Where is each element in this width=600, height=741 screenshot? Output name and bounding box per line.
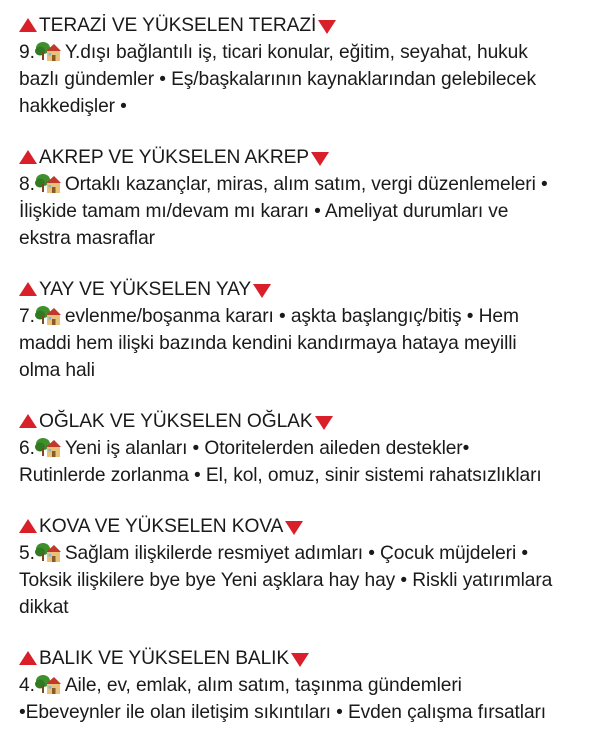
red-triangle-down-icon	[253, 284, 271, 298]
body-line	[19, 435, 582, 462]
house-number: 4.	[19, 675, 35, 696]
heading-text: TERAZİ VE YÜKSELEN TERAZİ	[39, 15, 317, 36]
body-text: evlenme/boşanma kararı • aşkta başlangıç/bitiş • Hem	[64, 306, 519, 327]
section	[19, 12, 582, 120]
red-triangle-up-icon	[19, 282, 37, 296]
body-line	[19, 66, 582, 93]
section	[19, 513, 582, 621]
body-text: bazlı gündemler • Eş/başkalarının kaynaklarından gelebilecek	[19, 69, 536, 90]
body-line	[19, 357, 582, 384]
house-number: 7.	[19, 306, 35, 327]
red-triangle-down-icon	[318, 20, 336, 34]
section-heading	[19, 144, 582, 171]
body-line	[19, 567, 582, 594]
house-with-garden-icon	[35, 40, 61, 62]
red-triangle-up-icon	[19, 651, 37, 665]
red-triangle-up-icon	[19, 519, 37, 533]
heading-text: AKREP VE YÜKSELEN AKREP	[39, 147, 310, 168]
body-text: İlişkide tamam mı/devam mı kararı • Ameliyat durumları ve	[19, 201, 509, 222]
red-triangle-down-icon	[291, 653, 309, 667]
body-text: Sağlam ilişkilerde resmiyet adımları • Çocuk müjdeleri •	[64, 543, 528, 564]
section-heading	[19, 276, 582, 303]
house-with-garden-icon	[35, 304, 61, 326]
house-with-garden-icon	[35, 541, 61, 563]
section-heading	[19, 408, 582, 435]
house-number: 9.	[19, 42, 35, 63]
red-triangle-down-icon	[315, 416, 333, 430]
section	[19, 645, 582, 726]
body-text: maddi hem ilişki bazında kendini kandırmaya hataya meyilli	[19, 333, 517, 354]
red-triangle-up-icon	[19, 414, 37, 428]
house-with-garden-icon	[35, 172, 61, 194]
body-line	[19, 540, 582, 567]
house-with-garden-icon	[35, 673, 61, 695]
body-text: ekstra masraflar	[19, 228, 155, 249]
heading-text: KOVA VE YÜKSELEN KOVA	[39, 516, 284, 537]
section	[19, 144, 582, 252]
house-with-garden-icon	[35, 436, 61, 458]
body-text: Yeni iş alanları • Otoritelerden aileden destekler•	[64, 438, 470, 459]
section	[19, 408, 582, 489]
heading-text: BALIK VE YÜKSELEN BALIK	[39, 648, 290, 669]
body-text: olma hali	[19, 360, 95, 381]
red-triangle-down-icon	[285, 521, 303, 535]
house-number: 6.	[19, 438, 35, 459]
house-number: 8.	[19, 174, 35, 195]
heading-text: YAY VE YÜKSELEN YAY	[39, 279, 252, 300]
section-heading	[19, 12, 582, 39]
body-line	[19, 225, 582, 252]
body-line	[19, 303, 582, 330]
section-heading	[19, 513, 582, 540]
body-line	[19, 198, 582, 225]
red-triangle-down-icon	[311, 152, 329, 166]
section-heading	[19, 645, 582, 672]
body-line	[19, 93, 582, 120]
house-number: 5.	[19, 543, 35, 564]
body-line	[19, 39, 582, 66]
body-line	[19, 672, 582, 699]
heading-text: OĞLAK VE YÜKSELEN OĞLAK	[39, 411, 313, 432]
body-line	[19, 594, 582, 621]
body-text: Toksik ilişkilere bye bye Yeni aşklara hay hay • Riskli yatırımlara	[19, 570, 553, 591]
body-line	[19, 330, 582, 357]
body-text: •Ebeveynler ile olan iletişim sıkıntıları • Evden çalışma fırsatları	[19, 702, 547, 723]
body-text: Ortaklı kazançlar, miras, alım satım, vergi düzenlemeleri •	[64, 174, 548, 195]
section	[19, 276, 582, 384]
body-line	[19, 699, 582, 726]
body-text: dikkat	[19, 597, 69, 618]
red-triangle-up-icon	[19, 150, 37, 164]
body-text: Rutinlerde zorlanma • El, kol, omuz, sinir sistemi rahatsızlıkları	[19, 465, 542, 486]
body-text: hakkedişler •	[19, 96, 127, 117]
body-text: Y.dışı bağlantılı iş, ticari konular, eğitim, seyahat, hukuk	[64, 42, 528, 63]
body-text: Aile, ev, emlak, alım satım, taşınma gündemleri	[64, 675, 462, 696]
red-triangle-up-icon	[19, 18, 37, 32]
body-line	[19, 462, 582, 489]
body-line	[19, 171, 582, 198]
